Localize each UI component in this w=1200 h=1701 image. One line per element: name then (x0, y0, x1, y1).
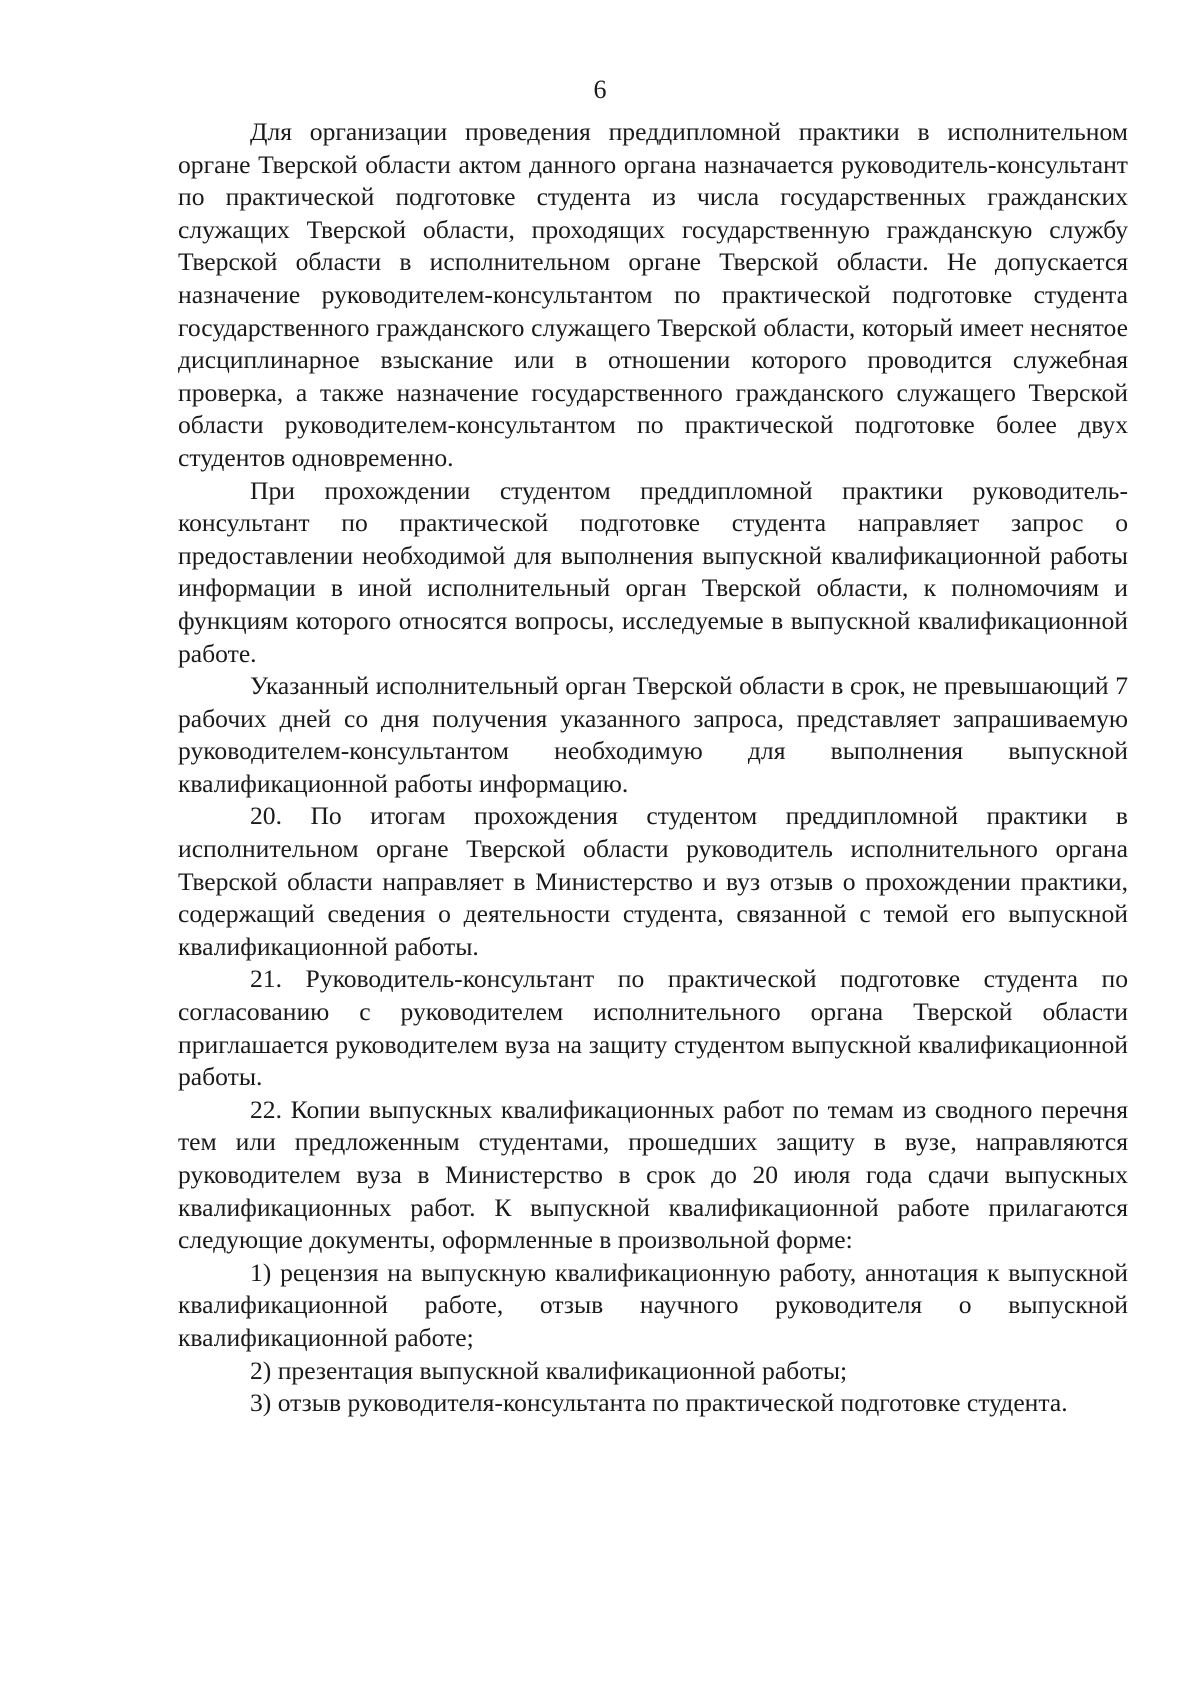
paragraph-item-20: 20. По итогам прохождения студентом преддипломной практики в исполнительном органе Тверской области руководитель исполнительного органа Тверской области направляет в Министерство и вуз отзыв о прохождении практики, содержащий сведения о деятельности студента, связанной с темой его выпускной квалификационной работы. (178, 801, 1128, 961)
paragraph-item-21: 21. Руководитель-консультант по практической подготовке студента по согласованию с руководителем исполнительного органа Тверской области приглашается руководителем вуза на защиту студентом выпускной квалификационной работы. (178, 964, 1128, 1092)
paragraph-information-request: При прохождении студентом преддипломной практики руководитель-консультант по практической подготовке студента направляет запрос о предоставлении необходимой для выполнения выпускной квалификационной работы информации в иной исполнительный орган Тверской области, к полномочиям и функциям которого относятся вопросы, исследуемые в выпускной квалификационной работе. (178, 475, 1128, 668)
paragraph-appointment: Для организации проведения преддипломной практики в исполнительном органе Тверской области актом данного органа назначается руководитель-консультант по практической подготовке студента из числа государственных гражданских служащих Тверской области, проходящих государственную гражданскую службу Тверской области в исполнительном органе Тверской области. Не допускается назначение руководителем-консультантом по практической подготовке студента государственного гражданского служащего Тверской области, который имеет неснятое дисциплинарное взыскание или в отношении которого проводится служебная проверка, а также назначение государственного гражданского служащего Тверской области руководителем-консультантом по практической подготовке более двух студентов одновременно. (178, 117, 1128, 472)
list-item-3: 3) отзыв руководителя-консультанта по практической подготовке студента. (250, 1388, 1068, 1418)
list-item-1: 1) рецензия на выпускную квалификационную работу, аннотация к выпускной квалификационной работе, отзыв научного руководителя о выпускной квалификационной работе; (178, 1257, 1128, 1352)
document-body (178, 116, 1128, 1420)
page-number: 6 (593, 75, 607, 104)
paragraph-item-22: 22. Копии выпускных квалификационных работ по темам из сводного перечня тем или предложенным студентами, прошедших защиту в вузе, направляются руководителем вуза в Министерство в срок до 20 июля года сдачи выпускных квалификационных работ. К выпускной квалификационной работе прилагаются следующие документы, оформленные в произвольной форме: (178, 1094, 1128, 1255)
paragraph-response-deadline: Указанный исполнительный орган Тверской области в срок, не превышающий 7 рабочих дней со дня получения указанного запроса, представляет запрашиваемую руководителем-консультантом необходимую для выполнения выпускной квалификационной работы информацию. (178, 671, 1128, 798)
list-item-2: 2) презентация выпускной квалификационной работы; (250, 1355, 848, 1385)
